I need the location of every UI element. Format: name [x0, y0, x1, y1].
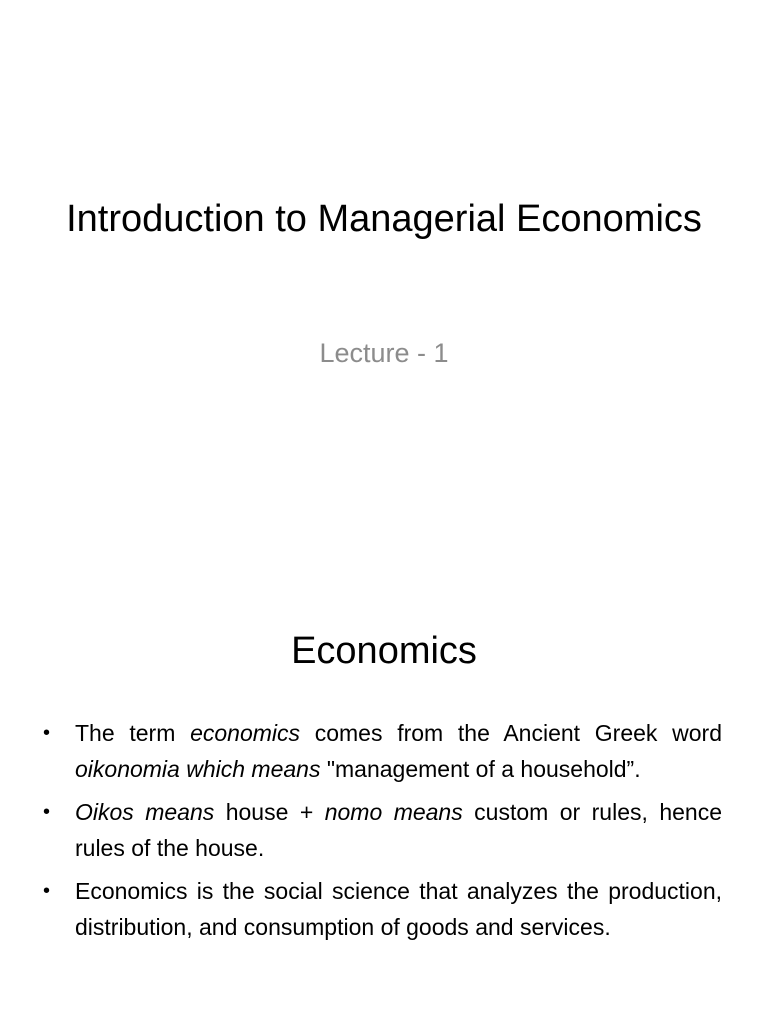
bullet-italic-text: oikonomia which means: [75, 755, 321, 782]
slide-heading: Economics: [291, 630, 477, 672]
bullet-italic-text: Oikos means: [75, 799, 215, 825]
bullet-item: [40, 874, 722, 945]
bullet-item: [40, 716, 722, 787]
bullet-text: house +: [214, 799, 325, 825]
bullet-icon: •: [43, 880, 51, 902]
bullet-text: The term: [75, 720, 191, 746]
bullet-text: comes from the Ancient Greek word: [300, 720, 722, 746]
content-slide: [0, 576, 768, 1024]
bullet-icon: •: [43, 801, 51, 823]
bullet-text: Economics is the social science that analyzes the production, distribution, and consumption of goods and services.: [75, 878, 722, 940]
bullet-list: [40, 716, 722, 953]
bullet-icon: •: [43, 722, 51, 744]
bullet-italic-text: economics: [190, 720, 301, 746]
bullet-item: [40, 795, 722, 866]
slide-subtitle: Lecture - 1: [319, 338, 449, 368]
bullet-text: custom or rules, hence rules of the house.: [75, 799, 722, 861]
bullet-italic-text: nomo means: [324, 799, 463, 825]
bullet-text: "management of a household”.: [320, 755, 641, 782]
slide-title: Introduction to Managerial Economics: [66, 198, 702, 240]
